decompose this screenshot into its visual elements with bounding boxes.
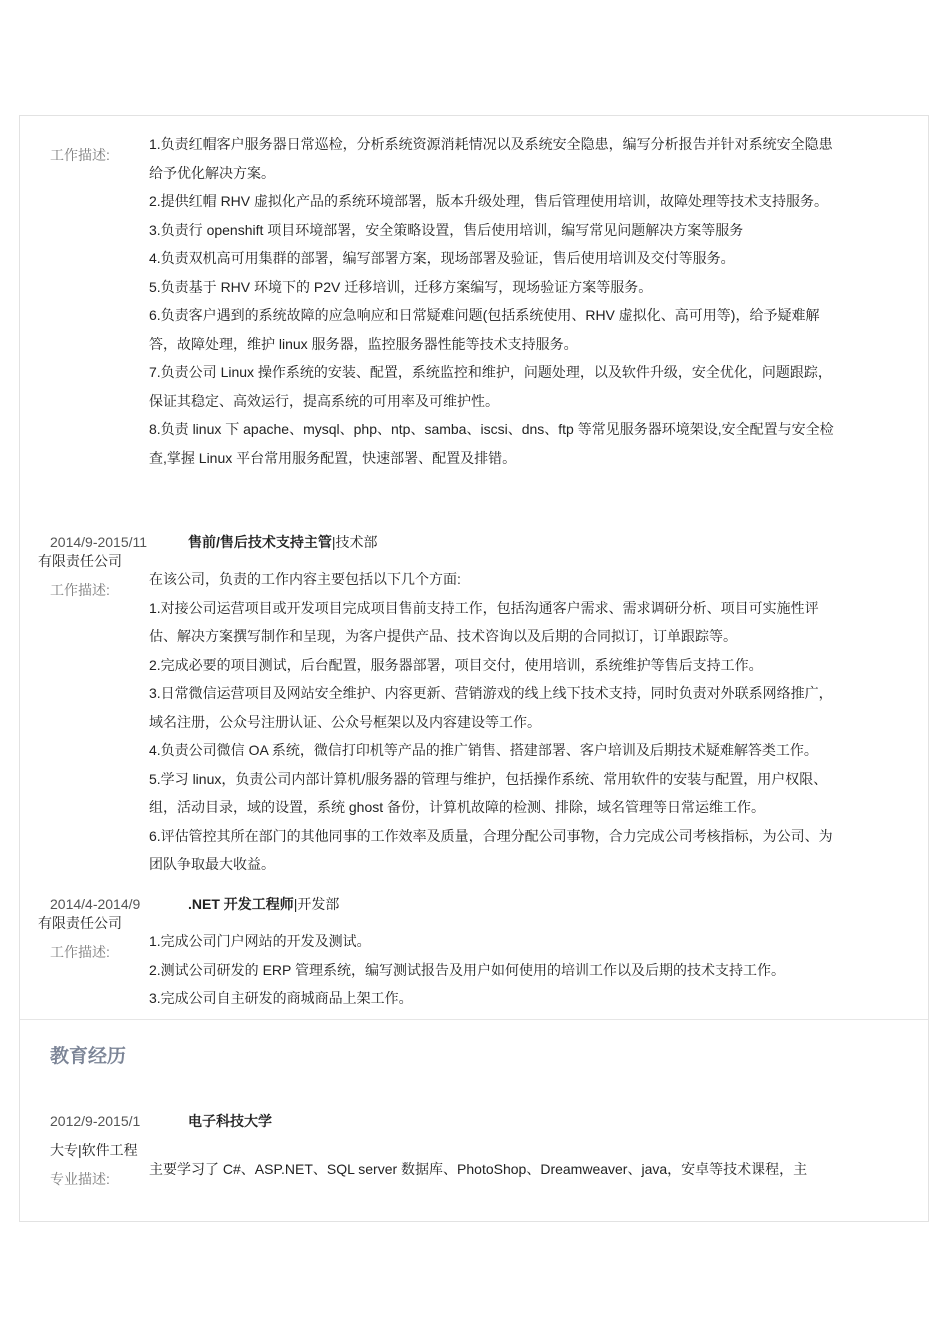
- job2-desc-line: 2.完成必要的项目测试，后台配置，服务器部署，项目交付，使用培训，系统维护等售后支持工作。: [149, 656, 763, 673]
- education-section-title: 教育经历: [50, 1046, 127, 1067]
- job1-desc-line: 7.负责公司 Linux 操作系统的安装、配置，系统监控和维护，问题处理，以及软件升级，安全优化，问题跟踪，保证其稳定、高效运行，提高系统的可用率及可维护性。: [149, 364, 832, 409]
- job2-role: [188, 532, 378, 552]
- job2-desc: [149, 565, 844, 879]
- job2-desc-line: 在该公司，负责的工作内容主要包括以下几个方面:: [149, 571, 461, 587]
- job1-desc-line: 5.负责基于 RHV 环境下的 P2V 迁移培训，迁移方案编写，现场验证方案等服务。: [149, 278, 653, 295]
- education-school: 电子科技大学: [188, 1113, 272, 1129]
- job2-desc-line: 5.学习 linux，负责公司内部计算机/服务器的管理与维护，包括操作系统、常用软件的安装与配置，用户权限、组，活动目录，域的设置，系统 ghost 备份，计算机故障的检测、排除，域名管理等日常运维工作。: [149, 770, 828, 815]
- job2-desc-line: 1.对接公司运营项目或开发项目完成项目售前支持工作，包括沟通客户需求、需求调研分析、项目可实施性评估、解决方案撰写制作和呈现，为客户提供产品、技术咨询以及后期的合同拟订，订单跟踪等。: [149, 599, 819, 644]
- job3-date: 2014/4-2014/9: [50, 896, 141, 912]
- job2-desc-line: 6.评估管控其所在部门的其他同事的工作效率及质量，合理分配公司事物，合力完成公司考核指标，为公司、为团队争取最大收益。: [149, 827, 833, 872]
- job3-company: 有限责任公司: [38, 915, 122, 931]
- job1-desc-label: 工作描述:: [50, 147, 110, 163]
- job3-role: [188, 894, 339, 914]
- education-date: 2012/9-2015/1: [50, 1113, 141, 1129]
- job1-desc-line: 1.负责红帽客户服务器日常巡检，分析系统资源消耗情况以及系统安全隐患，编写分析报告并针对系统安全隐患给予优化解决方案。: [149, 136, 833, 181]
- job3-desc-line: 3.完成公司自主研发的商城商品上架工作。: [149, 990, 413, 1006]
- job3-desc-line: 1.完成公司门户网站的开发及测试。: [149, 933, 371, 949]
- section-divider: [20, 1019, 928, 1020]
- job1-desc: [149, 130, 844, 472]
- job2-title: 售前/售后技术支持主管: [188, 534, 332, 550]
- job3-desc: [149, 927, 844, 1013]
- education-degree: 大专|软件工程: [50, 1142, 138, 1158]
- job1-desc-line: 6.负责客户遇到的系统故障的应急响应和日常疑难问题(包括系统使用、RHV 虚拟化、高可用等)，给予疑难解答，故障处理，维护 linux 服务器，监控服务器性能等技术支持服务。: [149, 307, 820, 352]
- job1-desc-line: 8.负责 linux 下 apache、mysql、php、ntp、samba、iscsi、dns、ftp 等常见服务器环境架设,安全配置与安全检查,掌握 Linux 平台常用服务配置，快速部署、配置及排错。: [149, 421, 834, 466]
- job2-date: 2014/9-2015/11: [50, 534, 148, 550]
- job1-desc-line: 3.负责行 openshift 项目环境部署，安全策略设置，售后使用培训，编写常见问题解决方案等服务: [149, 221, 744, 238]
- job2-dept: |技术部: [331, 534, 378, 550]
- job2-company: 有限责任公司: [38, 553, 122, 569]
- job2-desc-line: 3.日常微信运营项目及网站安全维护、内容更新、营销游戏的线上线下技术支持，同时负责对外联系网络推广，域名注册，公众号注册认证、公众号框架以及内容建设等工作。: [149, 685, 833, 730]
- job3-desc-label: 工作描述:: [50, 944, 110, 960]
- education-desc: 主要学习了 C#、ASP.NET、SQL server 数据库、PhotoShop、Dreamweaver、java，安卓等技术课程，主: [149, 1161, 808, 1177]
- job2-desc-label: 工作描述:: [50, 582, 110, 598]
- job3-title: .NET 开发工程师: [188, 896, 294, 912]
- job3-desc-line: 2.测试公司研发的 ERP 管理系统，编写测试报告及用户如何使用的培训工作以及后期的技术支持工作。: [149, 961, 785, 978]
- job3-dept: |开发部: [293, 896, 340, 912]
- job1-desc-line: 4.负责双机高可用集群的部署，编写部署方案，现场部署及验证，售后使用培训及交付等服务。: [149, 250, 735, 266]
- education-desc-label: 专业描述:: [50, 1171, 110, 1187]
- job1-desc-line: 2.提供红帽 RHV 虚拟化产品的系统环境部署，版本升级处理，售后管理使用培训，故障处理等技术支持服务。: [149, 193, 829, 209]
- job2-desc-line: 4.负责公司微信 OA 系统，微信打印机等产品的推广销售、搭建部署、客户培训及后期技术疑难解答类工作。: [149, 742, 818, 758]
